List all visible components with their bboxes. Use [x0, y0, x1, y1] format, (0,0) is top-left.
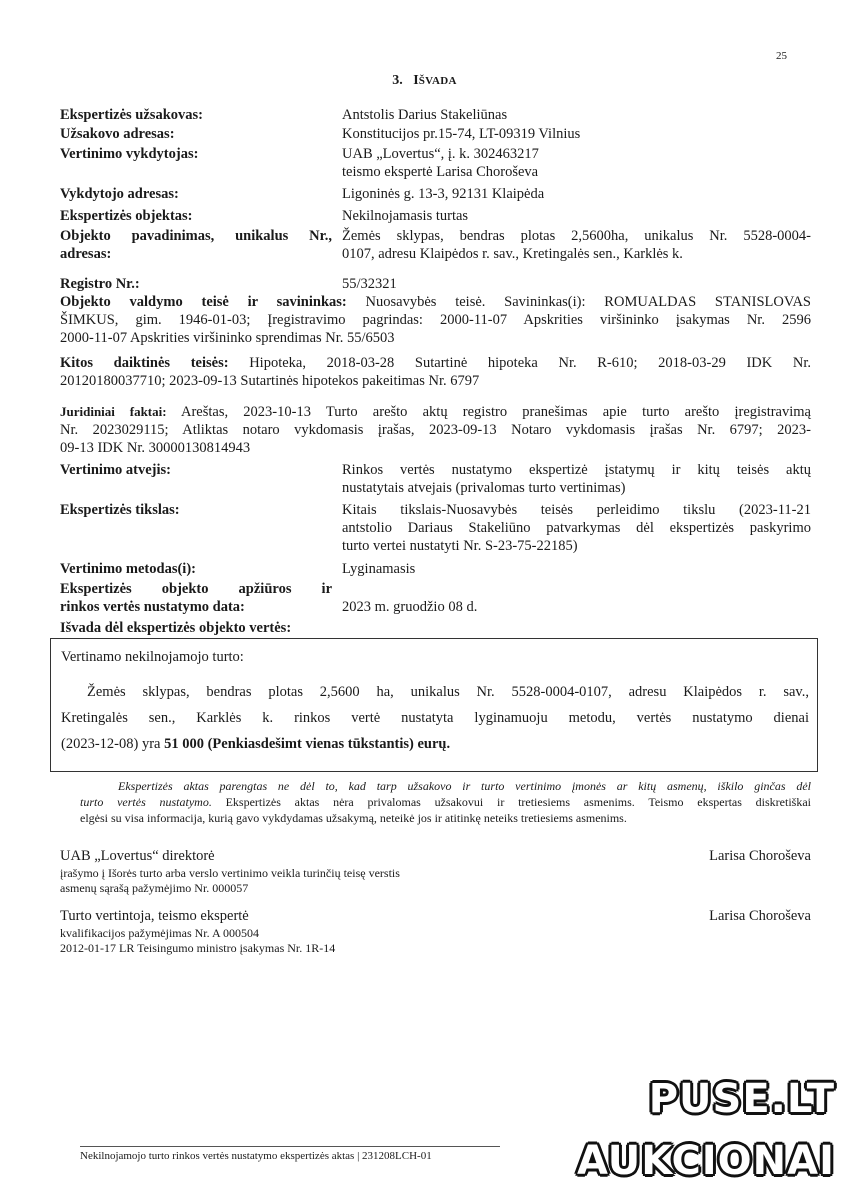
- value-inspection: 2023 m. gruodžio 08 d.: [342, 599, 478, 615]
- box-intro: Vertinamo nekilnojamojo turto:: [61, 649, 244, 665]
- label-object: Ekspertizės objektas:: [60, 208, 193, 224]
- watermark-puse: PUSE.LT: [648, 1076, 835, 1122]
- signature-expert-sub: [60, 926, 520, 956]
- value-valuation-case: [342, 461, 811, 497]
- label-inspection-line2: rinkos vertės nustatymo data:: [60, 599, 245, 615]
- conclusion-box: [50, 638, 818, 772]
- signature-director-sub-line1: įrašymo į Išorės turto arba verslo vertinimo veikla turinčių teisę verstis: [60, 866, 400, 880]
- ownership-line2: ŠIMKUS, gim. 1946-01-03; Įregistravimo pagrindas: 2000-11-07 Apskrities viršininko įsakymas Nr. 2596: [60, 312, 811, 328]
- heading-first-letter: I: [413, 73, 419, 88]
- legal-facts-line3: 09-13 IDK Nr. 30000130814943: [60, 440, 251, 456]
- box-value: 51 000 (Penkiasdešimt vienas tūkstantis): [164, 736, 414, 752]
- value-object-name-line1: Žemės sklypas, bendras plotas 2,5600ha, unikalus Nr. 5528-0004-: [342, 228, 811, 244]
- other-rights-label: Kitos daiktinės teisės:: [60, 355, 229, 371]
- box-line3-end: eurų.: [413, 736, 451, 752]
- label-inspection-line1: Ekspertizės objekto apžiūros ir: [60, 581, 332, 597]
- disclaimer-rest-line2: Ekspertizės aktas nėra privalomas užsakovui ir tretiesiems asmenims. Teismo ekspertas diskretiškai: [211, 795, 811, 809]
- value-method: Lyginamasis: [342, 561, 416, 577]
- legal-facts-line1: Areštas, 2023-10-13 Turto arešto aktų registro pranešimas apie turto arešto įregistravimą: [166, 404, 811, 420]
- signature-expert-sub-line1: kvalifikacijos pažymėjimas Nr. A 000504: [60, 926, 259, 940]
- other-rights-block: [60, 354, 811, 390]
- value-performer-address: Ligoninės g. 13-3, 92131 Klaipėda: [342, 186, 545, 202]
- label-object-name-line1: Objekto pavadinimas, unikalus Nr.,: [60, 228, 332, 244]
- label-object-name-line2: adresas:: [60, 246, 112, 262]
- footer-text: Nekilnojamojo turto rinkos vertės nustatymo ekspertizės aktas | 231208LCH-01: [80, 1150, 432, 1162]
- label-valuation-case: Vertinimo atvejis:: [60, 462, 172, 478]
- legal-facts-block: [60, 403, 811, 457]
- value-orderer: Antstolis Darius Stakeliūnas: [342, 107, 508, 123]
- label-method: Vertinimo metodas(i):: [60, 561, 196, 577]
- label-performer: Vertinimo vykdytojas:: [60, 146, 199, 162]
- label-conclusion: Išvada dėl ekspertizės objekto vertės:: [60, 620, 292, 636]
- value-object-name-line2: 0107, adresu Klaipėdos r. sav., Kretingalės sen., Karklės k.: [342, 246, 683, 262]
- value-object-name: [342, 227, 811, 263]
- value-valuation-case-line1: Rinkos vertės nustatymo ekspertizė įstatymų ir kitų teisės aktų: [342, 462, 811, 478]
- value-purpose: [342, 501, 811, 555]
- other-rights-line1: Hipoteka, 2018-03-28 Sutartinė hipoteka Nr. R-610; 2018-03-29 IDK Nr.: [228, 355, 811, 371]
- signature-expert-sub-line2: 2012-01-17 LR Teisingumo ministro įsakymas Nr. 1R-14: [60, 941, 336, 955]
- signature-director-sub: [60, 866, 520, 896]
- legal-facts-line2: Nr. 2023029115; Atliktas notaro vykdomasis įrašas, 2023-09-13 Notaro vykdomasis įrašas Nr. 6797; 2023-: [60, 422, 811, 438]
- page-number: 25: [776, 50, 787, 62]
- ownership-line1: Nuosavybės teisė. Savininkas(i): ROMUALDAS STANISLOVAS: [346, 294, 811, 310]
- box-line3-start: (2023-12-08) yra: [61, 736, 165, 752]
- value-purpose-line2: antstolio Dariaus Stakeliūno patvarkymas dėl ekspertizės paskyrimo: [342, 520, 811, 536]
- box-body: [61, 679, 809, 757]
- label-inspection: [60, 580, 332, 616]
- heading-number: 3.: [392, 73, 403, 88]
- value-performer-line2: teismo ekspertė Larisa Choroševa: [342, 164, 539, 180]
- label-orderer-address: Užsakovo adresas:: [60, 126, 175, 142]
- signature-director-sub-line2: asmenų sąrašą pažymėjimo Nr. 000057: [60, 881, 249, 895]
- value-purpose-line3: turto vertei nustatyti Nr. S-23-75-22185): [342, 538, 578, 554]
- box-line1: Žemės sklypas, bendras plotas 2,5600 ha, unikalus Nr. 5528-0004-0107, adresu Klaipėdos r. sav.,: [87, 684, 809, 700]
- ownership-block: [60, 293, 811, 347]
- disclaimer-italic-line2: turto vertės nustatymo.: [80, 795, 212, 809]
- footer-divider: [80, 1146, 500, 1147]
- signature-expert-title: Turto vertintoja, teismo ekspertė: [60, 908, 249, 924]
- signature-director-title: UAB „Lovertus“ direktorė: [60, 848, 215, 864]
- ownership-label: Objekto valdymo teisė ir savininkas:: [60, 294, 347, 310]
- watermark-aukcionai: AUKCIONAI: [577, 1138, 835, 1184]
- legal-facts-label: Juridiniai faktai:: [60, 404, 167, 419]
- value-orderer-address: Konstitucijos pr.15-74, LT-09319 Vilnius: [342, 126, 581, 142]
- ownership-line3: 2000-11-07 Apskrities viršininko sprendimas Nr. 55/6503: [60, 330, 395, 346]
- value-performer: [342, 145, 811, 181]
- box-line2: Kretingalės sen., Karklės k. rinkos vertė nustatyta lyginamuoju metodu, vertės nustatymo dienai: [61, 710, 809, 726]
- label-registry: Registro Nr.:: [60, 276, 140, 292]
- value-valuation-case-line2: nustatytais atvejais (privalomas turto vertinimas): [342, 480, 626, 496]
- section-heading: [0, 73, 849, 89]
- disclaimer-line3: elgėsi su visa informacija, kurią gavo vykdydamas užsakymą, neteikė jos ir atitinkę neteiks tretiesiems asmenims.: [80, 811, 627, 825]
- other-rights-line2: 20120180037710; 2023-09-13 Sutartinės hipotekos pakeitimas Nr. 6797: [60, 373, 480, 389]
- value-object: Nekilnojamasis turtas: [342, 208, 469, 224]
- heading-rest: ŠVADA: [418, 75, 457, 87]
- label-object-name: [60, 227, 332, 245]
- signature-director-name: Larisa Choroševa: [709, 848, 811, 864]
- value-purpose-line1: Kitais tikslais-Nuosavybės teisės perleidimo tikslu (2023-11-21: [342, 502, 811, 518]
- disclaimer: [80, 778, 811, 826]
- label-orderer: Ekspertizės užsakovas:: [60, 107, 203, 123]
- signature-expert-name: Larisa Choroševa: [709, 908, 811, 924]
- disclaimer-italic-line1: Ekspertizės aktas parengtas ne dėl to, kad tarp užsakovo ir turto vertinimo įmonės ar kitų asmenų, iškilo ginčas dėl: [118, 779, 811, 793]
- value-registry: 55/32321: [342, 276, 397, 292]
- label-purpose: Ekspertizės tikslas:: [60, 502, 180, 518]
- label-performer-address: Vykdytojo adresas:: [60, 186, 179, 202]
- value-performer-line1: UAB „Lovertus“, į. k. 302463217: [342, 146, 539, 162]
